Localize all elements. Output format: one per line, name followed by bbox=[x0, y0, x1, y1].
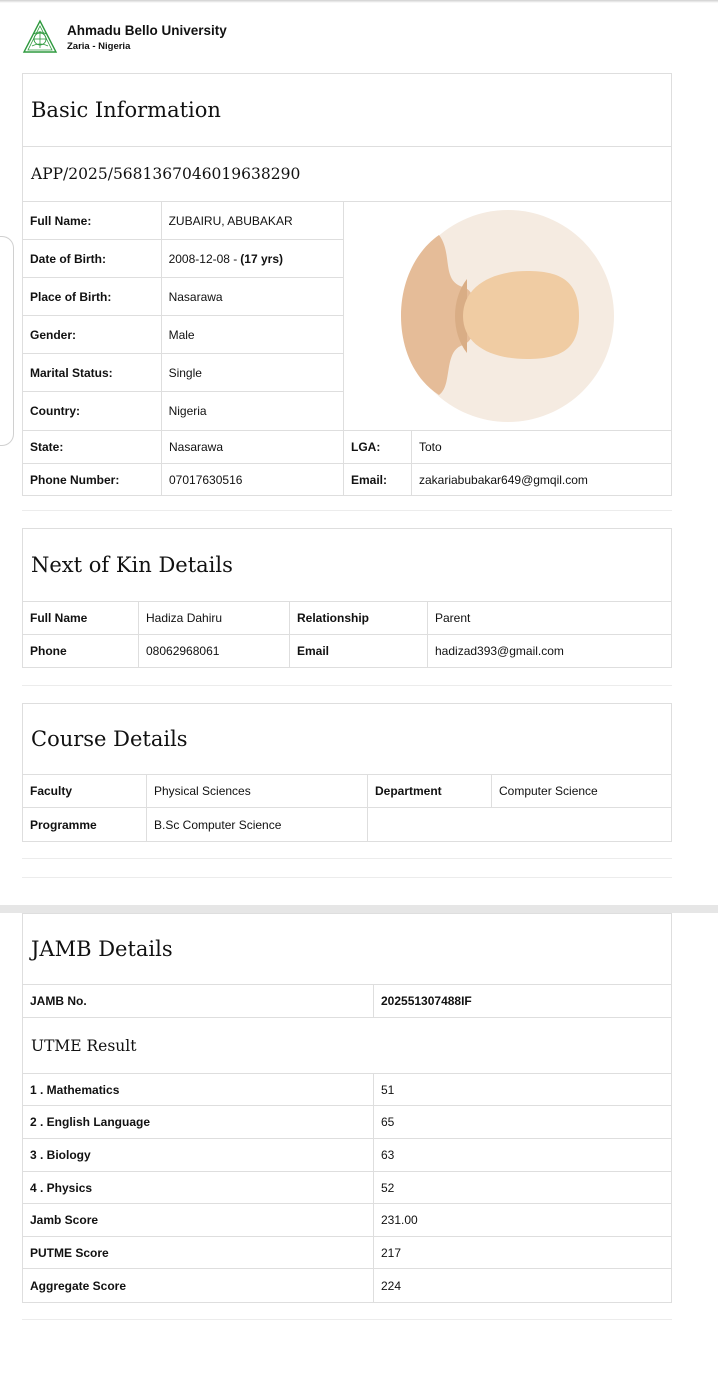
department-label: Department bbox=[368, 775, 492, 807]
jamb-details-card bbox=[22, 913, 672, 1303]
university-logo-icon bbox=[22, 19, 58, 55]
result-subject: 4 . Physics bbox=[23, 1172, 374, 1203]
info-row-phone-email bbox=[23, 464, 671, 495]
page-break-band bbox=[0, 905, 718, 913]
phone-label: Phone Number: bbox=[23, 464, 162, 495]
course-row-faculty bbox=[23, 775, 671, 808]
basic-information-card bbox=[22, 73, 672, 496]
lga-label: LGA: bbox=[344, 431, 412, 463]
divider bbox=[22, 1319, 672, 1320]
result-score: 217 bbox=[381, 1245, 402, 1260]
result-row bbox=[23, 1139, 671, 1172]
info-value bbox=[162, 240, 343, 277]
lga-value: Toto bbox=[419, 440, 442, 454]
course-row-programme bbox=[23, 808, 671, 841]
faculty-value: Physical Sciences bbox=[147, 775, 368, 807]
result-score: 51 bbox=[381, 1082, 395, 1097]
application-number: APP/2025/5681367046019638290 bbox=[23, 147, 671, 202]
university-name: Ahmadu Bello University bbox=[67, 22, 227, 38]
email-value: zakariabubakar649@gmqil.com bbox=[419, 472, 588, 487]
result-subject: Aggregate Score bbox=[23, 1269, 374, 1302]
utme-result-title: UTME Result bbox=[23, 1018, 671, 1074]
info-value: Single bbox=[168, 365, 202, 380]
kin-name-label: Full Name bbox=[23, 602, 139, 634]
divider bbox=[22, 877, 672, 878]
info-label: Gender: bbox=[23, 316, 162, 353]
info-label: Full Name: bbox=[23, 202, 162, 239]
info-label: Country: bbox=[23, 392, 162, 430]
result-score: 231.00 bbox=[381, 1213, 418, 1227]
state-label: State: bbox=[23, 431, 162, 463]
next-of-kin-card bbox=[22, 528, 672, 668]
kin-row-contact bbox=[23, 635, 671, 667]
age-value: (17 yrs) bbox=[240, 251, 283, 266]
result-subject: PUTME Score bbox=[23, 1237, 374, 1268]
kin-relationship-label: Relationship bbox=[290, 602, 428, 634]
info-value: Male bbox=[168, 327, 195, 342]
kin-row-name bbox=[23, 602, 671, 635]
kin-phone-label: Phone bbox=[23, 635, 139, 667]
divider bbox=[22, 685, 672, 686]
result-subject: 1 . Mathematics bbox=[23, 1074, 374, 1105]
kin-email-label: Email bbox=[290, 635, 428, 667]
email-label: Email: bbox=[344, 464, 412, 495]
university-location: Zaria - Nigeria bbox=[67, 40, 131, 52]
info-row-country bbox=[23, 392, 343, 430]
side-drawer-handle[interactable] bbox=[0, 236, 14, 446]
result-row bbox=[23, 1269, 671, 1302]
result-score: 65 bbox=[381, 1115, 395, 1129]
result-subject: 2 . English Language bbox=[23, 1106, 374, 1138]
basic-information-title: Basic Information bbox=[23, 74, 671, 147]
programme-label: Programme bbox=[23, 808, 147, 841]
result-score: 224 bbox=[381, 1278, 402, 1293]
divider bbox=[22, 510, 672, 511]
phone-value: 07017630516 bbox=[162, 464, 344, 495]
result-row bbox=[23, 1204, 671, 1237]
jamb-no-value: 202551307488IF bbox=[381, 994, 472, 1008]
kin-name-value: Hadiza Dahiru bbox=[139, 602, 290, 634]
course-details-card bbox=[22, 703, 672, 842]
dob-value: 2008-12-08 - bbox=[168, 251, 238, 266]
info-value: Nasarawa bbox=[168, 289, 223, 304]
jamb-details-title: JAMB Details bbox=[23, 914, 671, 985]
kin-relationship-value: Parent bbox=[435, 611, 471, 625]
result-row bbox=[23, 1106, 671, 1139]
info-value: Nigeria bbox=[168, 404, 207, 418]
result-subject: Jamb Score bbox=[23, 1204, 374, 1236]
jamb-row-number bbox=[23, 985, 671, 1018]
info-label: Place of Birth: bbox=[23, 278, 162, 315]
programme-value: B.Sc Computer Science bbox=[147, 808, 368, 841]
faculty-label: Faculty bbox=[23, 775, 147, 807]
info-row-state-lga bbox=[23, 431, 671, 464]
result-row bbox=[23, 1172, 671, 1204]
result-row bbox=[23, 1237, 671, 1269]
avatar-placeholder-icon bbox=[401, 209, 615, 423]
result-score: 52 bbox=[381, 1180, 395, 1195]
info-row-gender bbox=[23, 316, 343, 354]
next-of-kin-title: Next of Kin Details bbox=[23, 529, 671, 602]
info-row-date-of-birth bbox=[23, 240, 343, 278]
info-row-place-of-birth bbox=[23, 278, 343, 316]
info-row-full-name bbox=[23, 202, 343, 240]
divider bbox=[22, 858, 672, 859]
jamb-no-label: JAMB No. bbox=[23, 985, 374, 1017]
page-header bbox=[22, 17, 227, 57]
empty-cell bbox=[368, 808, 671, 841]
state-value: Nasarawa bbox=[162, 431, 344, 463]
info-label: Date of Birth: bbox=[23, 240, 162, 277]
info-value: ZUBAIRU, ABUBAKAR bbox=[168, 213, 293, 228]
department-value: Computer Science bbox=[499, 784, 598, 798]
result-subject: 3 . Biology bbox=[23, 1139, 374, 1171]
info-label: Marital Status: bbox=[23, 354, 162, 391]
info-row-marital-status bbox=[23, 354, 343, 392]
kin-email-value: hadizad393@gmail.com bbox=[435, 644, 564, 658]
passport-photo bbox=[344, 202, 671, 430]
kin-phone-value: 08062968061 bbox=[139, 635, 290, 667]
result-row bbox=[23, 1074, 671, 1106]
result-score: 63 bbox=[381, 1148, 395, 1162]
top-shadow bbox=[0, 0, 718, 3]
course-details-title: Course Details bbox=[23, 704, 671, 775]
